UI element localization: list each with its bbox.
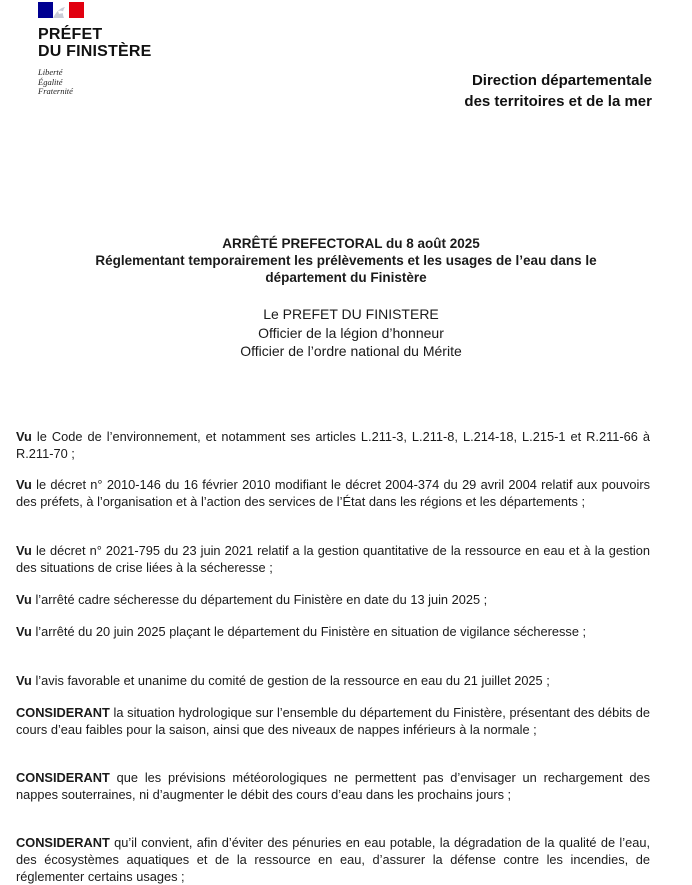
visa-paragraph — [16, 476, 650, 510]
paragraph-keyword: Vu — [16, 592, 32, 607]
brand-line-2: DU FINISTÈRE — [38, 43, 152, 60]
paragraph-keyword: Vu — [16, 477, 32, 492]
paragraph-text: le Code de l’environnement, et notamment ses articles L.211-3, L.211-8, L.214-18, L.215-1 et R.211-66 à R.211-70 ; — [16, 429, 650, 461]
considerant-paragraph — [16, 704, 650, 738]
prefet-line-2: Officier de la légion d’honneur — [258, 324, 444, 341]
paragraph-text: qu’il convient, afin d’éviter des pénuries en eau potable, la dégradation de la qualité de l’eau, des écosystèmes aquatiques et de la ressource en eau, d’assurer la défense contre les incendies, de réglementer certains usages ; — [16, 835, 650, 884]
decree-title-line-2: Réglementant temporairement les prélèvements et les usages de l’eau dans le — [95, 253, 597, 268]
paragraph-text: l’arrêté cadre sécheresse du département du Finistère en date du 13 juin 2025 ; — [31, 592, 488, 607]
prefet-identity — [0, 305, 692, 361]
visa-paragraph — [16, 591, 650, 608]
paragraph-text: le décret n° 2021-795 du 23 juin 2021 relatif a la gestion quantitative de la ressource en eau et à la gestion des situations de crise liées à la sécheresse ; — [16, 543, 650, 575]
paragraph-keyword: CONSIDERANT — [16, 770, 110, 785]
republic-motto — [38, 68, 178, 97]
paragraph-keyword: Vu — [16, 543, 32, 558]
paragraph-keyword: Vu — [16, 624, 32, 639]
direction-line-2: des territoires et de la mer — [464, 93, 652, 110]
visa-paragraph — [16, 428, 650, 462]
decree-title-line-3: département du Finistère — [265, 270, 427, 285]
motto-fraternite: Fraternité — [38, 86, 73, 96]
considerant-paragraph — [16, 769, 650, 803]
issuing-direction — [464, 70, 652, 112]
prefet-line-3: Officier de l’ordre national du Mérite — [240, 343, 462, 359]
direction-line-1: Direction départementale — [471, 72, 652, 89]
visa-paragraph — [16, 623, 650, 640]
paragraph-keyword: CONSIDERANT — [16, 835, 110, 850]
decree-title — [0, 235, 692, 286]
considerant-paragraph — [16, 834, 650, 885]
paragraph-text: la situation hydrologique sur l’ensemble du département du Finistère, présentant des débits de cours d’eau faibles pour la saison, ainsi que des niveaux de nappes inférieurs à la normale ; — [16, 705, 650, 737]
paragraph-keyword: CONSIDERANT — [16, 705, 110, 720]
motto-liberte: Liberté — [38, 67, 63, 77]
paragraph-text: que les prévisions météorologiques ne permettent pas d’envisager un rechargement des nappes souterraines, ni d’augmenter le débit des cours d’eau dans les prochains jours ; — [16, 770, 650, 802]
brand-line-1: PRÉFET — [38, 26, 103, 43]
paragraph-keyword: Vu — [16, 673, 32, 688]
marianne-flag-icon — [38, 2, 84, 18]
paragraph-text: le décret n° 2010-146 du 16 février 2010 modifiant le décret 2004-374 du 29 avril 2004 relatif aux pouvoirs des préfets, à l’organisation et à l’action des services de l’État dans les régions et les départements ; — [16, 477, 650, 509]
prefet-line-1: Le PREFET DU FINISTERE — [263, 306, 439, 322]
motto-egalite: Égalité — [38, 76, 63, 87]
paragraph-text: l’arrêté du 20 juin 2025 plaçant le département du Finistère en situation de vigilance sécheresse ; — [31, 624, 587, 639]
paragraph-keyword: Vu — [16, 429, 32, 444]
visa-paragraph — [16, 542, 650, 576]
paragraph-text: l’avis favorable et unanime du comité de gestion de la ressource en eau du 21 juillet 2025 ; — [31, 673, 550, 688]
visa-paragraph — [16, 672, 650, 689]
brand-wordmark — [38, 26, 178, 60]
prefecture-logo — [38, 2, 178, 97]
decree-title-line-1: ARRÊTÉ PREFECTORAL du 8 août 2025 — [222, 236, 480, 251]
